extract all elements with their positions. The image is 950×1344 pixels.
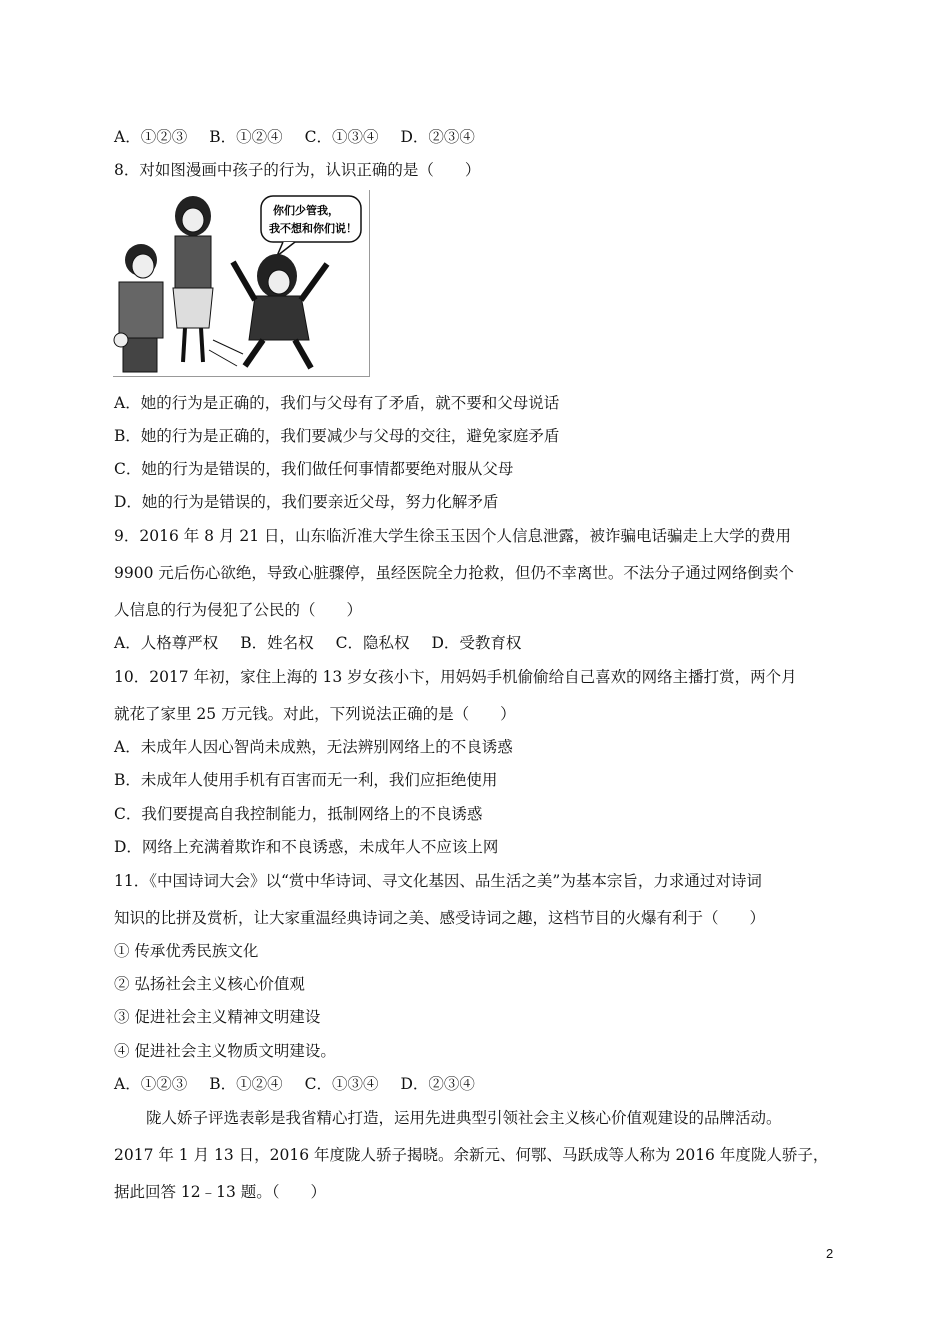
q7-option-d: D．②③④ xyxy=(400,128,475,146)
q9-option-c: C．隐私权 xyxy=(335,634,410,652)
q11-options xyxy=(114,1074,497,1094)
q9-line-1: 9．2016 年 8 月 21 日，山东临沂准大学生徐玉玉因个人信息泄露，被诈骗电话骗走上大学的费用 xyxy=(114,527,792,545)
q9-line-2: 9900 元后伤心欲绝，导致心脏骤停，虽经医院全力抢救，但仍不幸离世。不法分子通过网络倒卖个 xyxy=(114,564,794,582)
q8-option-b: B．她的行为是正确的，我们要减少与父母的交往，避免家庭矛盾 xyxy=(114,427,560,445)
q11-option-d: D．②③④ xyxy=(400,1075,475,1093)
q7-options xyxy=(114,127,497,147)
q9-options xyxy=(114,633,543,653)
q9-option-d: D．受教育权 xyxy=(431,634,522,652)
q10-line-1: 10．2017 年初，家住上海的 13 岁女孩小卞，用妈妈手机偷偷给自己喜欢的网络主播打赏，两个月 xyxy=(114,668,797,686)
q10-option-d: D．网络上充满着欺诈和不良诱惑，未成年人不应该上网 xyxy=(114,838,499,856)
q8-option-c: C．她的行为是错误的，我们做任何事情都要绝对服从父母 xyxy=(114,460,514,478)
q9-option-b: B．姓名权 xyxy=(240,634,314,652)
speech-line-1: 你们少管我， xyxy=(273,205,339,217)
cartoon-drawing xyxy=(113,190,369,376)
page-number: 2 xyxy=(826,1246,834,1261)
q10-line-2: 就花了家里 25 万元钱。对此，下列说法正确的是（ ） xyxy=(114,705,516,723)
q11-line-2: 知识的比拼及赏析，让大家重温经典诗词之美、感受诗词之趣，这档节目的火爆有利于（ ） xyxy=(114,909,766,927)
q11-option-b: B．①②④ xyxy=(209,1075,283,1093)
q11-item-2: ② 弘扬社会主义核心价值观 xyxy=(114,975,305,993)
q8-option-a: A．她的行为是正确的，我们与父母有了矛盾，就不要和父母说话 xyxy=(114,394,560,412)
q7-option-b: B．①②④ xyxy=(209,128,283,146)
q11-line-1: 11．《中国诗词大会》以“赏中华诗词、寻文化基因、品生活之美”为基本宗旨，力求通过对诗词 xyxy=(114,872,762,890)
passage-line-3: 据此回答 12﹣13 题。（ ） xyxy=(114,1183,327,1201)
q8-cartoon-image xyxy=(113,190,370,377)
q9-line-3: 人信息的行为侵犯了公民的（ ） xyxy=(114,601,363,619)
q11-option-a: A．①②③ xyxy=(114,1075,188,1093)
q8-option-d: D．她的行为是错误的，我们要亲近父母，努力化解矛盾 xyxy=(114,493,499,511)
passage-line-1: 陇人娇子评选表彰是我省精心打造，运用先进典型引领社会主义核心价值观建设的品牌活动。 xyxy=(146,1109,782,1127)
q10-option-c: C．我们要提高自我控制能力，抵制网络上的不良诱惑 xyxy=(114,805,483,823)
q7-option-a: A．①②③ xyxy=(114,128,188,146)
q9-option-a: A．人格尊严权 xyxy=(114,634,219,652)
q11-item-3: ③ 促进社会主义精神文明建设 xyxy=(114,1008,321,1026)
q7-option-c: C．①③④ xyxy=(304,128,379,146)
q11-item-4: ④ 促进社会主义物质文明建设。 xyxy=(114,1042,336,1060)
q11-item-1: ① 传承优秀民族文化 xyxy=(114,942,259,960)
q10-option-a: A．未成年人因心智尚未成熟，无法辨别网络上的不良诱惑 xyxy=(114,738,513,756)
q10-option-b: B．未成年人使用手机有百害而无一利，我们应拒绝使用 xyxy=(114,771,498,789)
speech-line-2: 我不想和你们说！ xyxy=(269,223,357,235)
q11-option-c: C．①③④ xyxy=(304,1075,379,1093)
passage-line-2: 2017 年 1 月 13 日，2016 年度陇人骄子揭晓。余新元、何鄂、马跃成等人称为 2016 年度陇人骄子， xyxy=(114,1146,829,1164)
q8-stem: 8．对如图漫画中孩子的行为，认识正确的是（ ） xyxy=(114,161,481,179)
